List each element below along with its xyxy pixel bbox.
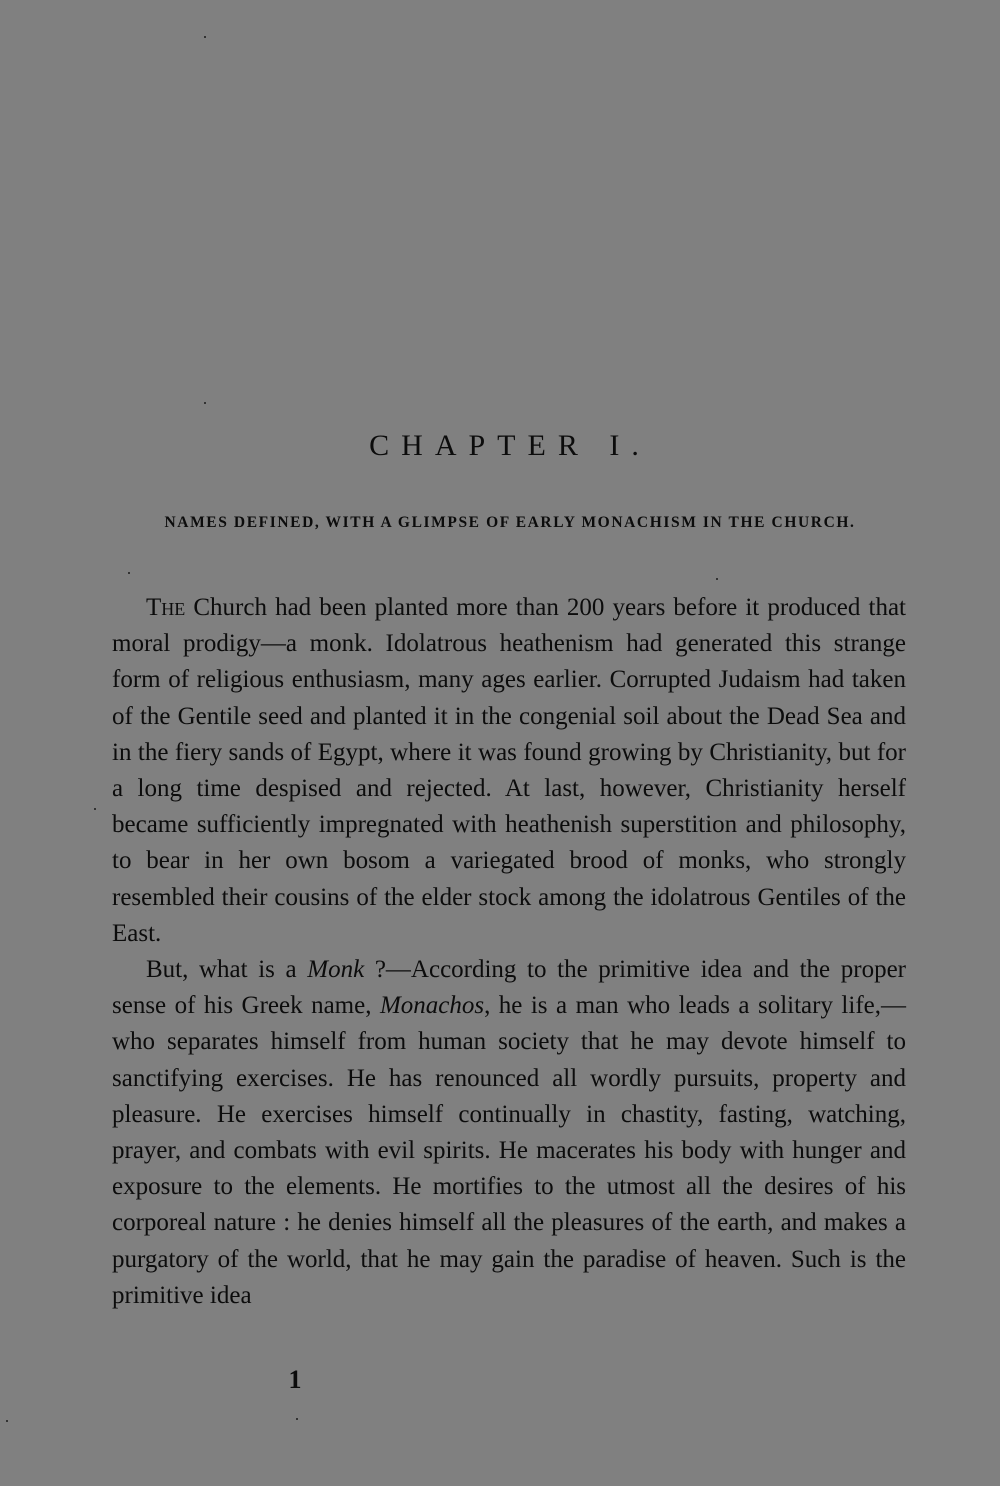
scan-speck <box>6 1420 8 1422</box>
paragraph-1-text: Church had been planted more than 200 years before it produced that moral prodigy—a monk. Idolatrous heathenism had generated this strange form of religious enthusiasm, many ages earlier. Corrupted Judaism had taken of the Gentile seed and planted it in the congenial soil about the Dead Sea and in the fiery sands of Egypt, where it was found growing by Christianity, but for a long time despised and rejected. At last, however, Christianity herself became sufficiently impregnated with heathenish superstition and philosophy, to bear in her own bosom a variegated brood of monks, who strongly resembled their cousins of the elder stock among the idolatrous Gentiles of the East. <box>112 594 906 947</box>
paragraph-2 <box>112 952 906 1314</box>
scan-speck <box>94 808 96 810</box>
paragraph-2-text-b: ?—According to the primitive idea and the proper sense of his Greek name, <box>112 956 906 1020</box>
paragraph-2-text-a: But, what is a <box>146 956 308 984</box>
paragraph-lead-word: The <box>146 594 186 621</box>
scan-speck <box>128 572 130 574</box>
scan-speck <box>204 402 206 404</box>
scan-speck <box>716 578 718 580</box>
term-monk: Monk <box>307 956 365 984</box>
page-number: 1 <box>288 1365 302 1394</box>
paragraph-2-text-c: , he is a man who leads a solitary life,—who separates himself from human society that he may devote himself to sanctifying exercises. He has renounced all wordly pursuits, property and pleasure. He exercises himself continually in chastity, fasting, watching, prayer, and combats with evil spirits. He macerates his body with hunger and exposure to the elements. He mortifies to the utmost all the desires of his corporeal nature : he denies himself all the pleasures of the earth, and makes a purgatory of the world, that he may gain the paradise of heaven. Such is the primitive idea <box>112 992 906 1309</box>
chapter-title: CHAPTER I. <box>369 429 651 462</box>
paragraph-1 <box>112 590 906 952</box>
scan-speck <box>296 1418 298 1420</box>
chapter-body <box>112 590 906 1314</box>
scan-speck <box>204 36 206 38</box>
chapter-subtitle: NAMES DEFINED, WITH A GLIMPSE OF EARLY MONACHISM IN THE CHURCH. <box>164 514 856 531</box>
term-monachos: Monachos <box>379 992 485 1020</box>
